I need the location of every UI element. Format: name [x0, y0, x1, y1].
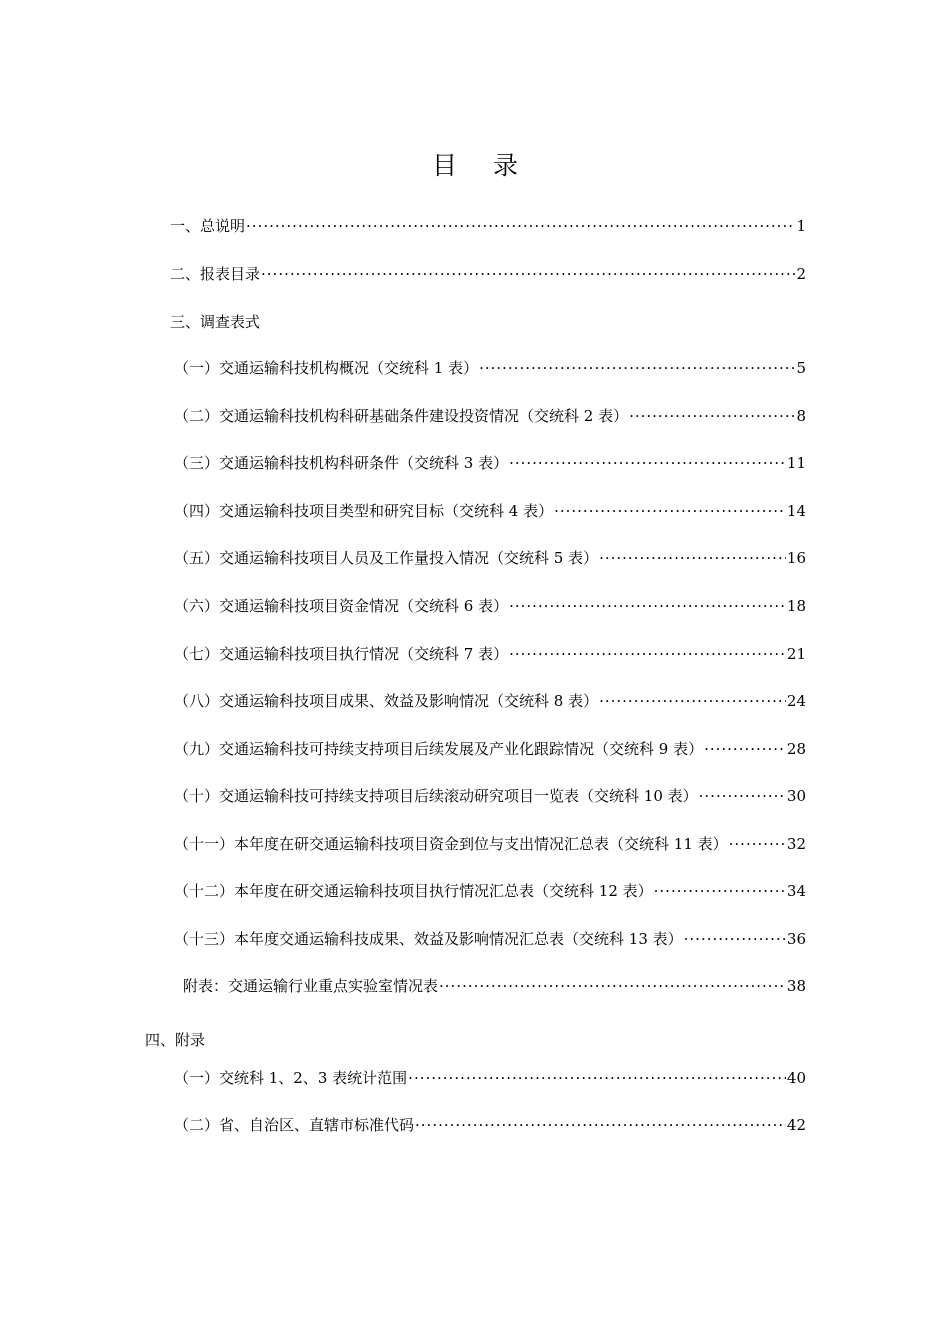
toc-entry-page-number: 2	[796, 265, 806, 283]
toc-entry-page-number: 8	[796, 407, 806, 425]
toc-entry-page-number: 18	[786, 597, 806, 615]
toc-entry-label: （二）交通运输科技机构科研基础条件建设投资情况（交统科 2 表）	[174, 407, 629, 425]
toc-entry-page-number: 36	[786, 930, 806, 948]
toc-entry-page-number: 32	[786, 835, 806, 853]
toc-entry-page-number: 21	[786, 645, 806, 663]
toc-entry-label: （一）交统科 1、2、3 表统计范围	[174, 1069, 408, 1087]
toc-entry-page-number: 5	[796, 359, 806, 377]
toc-entry-form-6[interactable]	[174, 596, 806, 616]
toc-entry-page-number: 34	[786, 882, 806, 900]
toc-entry-label: （六）交通运输科技项目资金情况（交统科 6 表）	[174, 597, 509, 615]
toc-entry-page-number: 16	[786, 549, 806, 567]
toc-entry-form-3[interactable]	[174, 453, 806, 473]
dot-leader	[729, 834, 786, 854]
toc-entry-page-number: 30	[786, 787, 806, 805]
dot-leader	[246, 216, 795, 236]
toc-entry-form-2[interactable]	[174, 406, 806, 426]
dot-leader	[599, 691, 786, 711]
toc-entry-form-4[interactable]	[174, 501, 806, 521]
toc-entry-page-number: 14	[786, 502, 806, 520]
toc-entry-appendix-1[interactable]	[174, 1068, 806, 1088]
dot-leader	[408, 1068, 786, 1088]
toc-entry-form-9[interactable]	[174, 739, 806, 759]
toc-entry-label: 二、报表目录	[170, 265, 261, 283]
toc-entry-form-10[interactable]	[174, 786, 806, 806]
dot-leader	[699, 786, 786, 806]
toc-entry-page-number: 24	[786, 692, 806, 710]
toc-entry-form-12[interactable]	[174, 881, 806, 901]
toc-entry-page-number: 11	[786, 454, 806, 472]
toc-entry-page-number: 28	[786, 740, 806, 758]
toc-entry-label: 附表：交通运输行业重点实验室情况表	[183, 977, 439, 995]
dot-leader	[509, 596, 786, 616]
toc-entry-label: （二）省、自治区、直辖市标准代码	[174, 1116, 415, 1134]
toc-entry-label: （一）交通运输科技机构概况（交统科 1 表）	[174, 359, 479, 377]
dot-leader	[509, 453, 786, 473]
dot-leader	[509, 644, 786, 664]
dot-leader	[599, 548, 786, 568]
dot-leader	[704, 739, 786, 759]
toc-section-heading-survey-forms: 三、调查表式	[170, 313, 261, 331]
toc-entry-page-number: 1	[796, 217, 806, 235]
toc-entry-page-number: 38	[786, 977, 806, 995]
dot-leader	[684, 929, 786, 949]
toc-entry-form-1[interactable]	[174, 358, 806, 378]
toc-entry-label: （十一）本年度在研交通运输科技项目资金到位与支出情况汇总表（交统科 11 表）	[174, 835, 728, 853]
page-title: 目录	[431, 151, 554, 180]
toc-entry-label: （十二）本年度在研交通运输科技项目执行情况汇总表（交统科 12 表）	[174, 882, 653, 900]
toc-entry-form-11[interactable]	[174, 834, 806, 854]
toc-entry-appendix-2[interactable]	[174, 1115, 806, 1135]
toc-entry-general-description[interactable]	[170, 216, 806, 236]
toc-entry-label: （九）交通运输科技可持续支持项目后续发展及产业化跟踪情况（交统科 9 表）	[174, 740, 704, 758]
toc-entry-form-13[interactable]	[174, 929, 806, 949]
toc-entry-page-number: 40	[786, 1069, 806, 1087]
dot-leader	[654, 881, 786, 901]
dot-leader	[629, 406, 795, 426]
toc-entry-label: （三）交通运输科技机构科研条件（交统科 3 表）	[174, 454, 509, 472]
dot-leader	[261, 264, 795, 284]
toc-entry-page-number: 42	[786, 1116, 806, 1134]
toc-entry-appendix-table[interactable]	[183, 976, 806, 996]
toc-entry-report-catalog[interactable]	[170, 264, 806, 284]
toc-entry-form-7[interactable]	[174, 644, 806, 664]
dot-leader	[439, 976, 786, 996]
toc-entry-label: （八）交通运输科技项目成果、效益及影响情况（交统科 8 表）	[174, 692, 599, 710]
toc-entry-label: （十）交通运输科技可持续支持项目后续滚动研究项目一览表（交统科 10 表）	[174, 787, 698, 805]
toc-entry-label: 一、总说明	[170, 217, 246, 235]
toc-entry-label: （四）交通运输科技项目类型和研究目标（交统科 4 表）	[174, 502, 554, 520]
toc-section-heading-appendix: 四、附录	[145, 1031, 206, 1049]
dot-leader	[415, 1115, 786, 1135]
toc-entry-label: （五）交通运输科技项目人员及工作量投入情况（交统科 5 表）	[174, 549, 599, 567]
toc-entry-form-5[interactable]	[174, 548, 806, 568]
toc-entry-label: （七）交通运输科技项目执行情况（交统科 7 表）	[174, 645, 509, 663]
dot-leader	[479, 358, 795, 378]
toc-entry-form-8[interactable]	[174, 691, 806, 711]
dot-leader	[554, 501, 786, 521]
toc-entry-label: （十三）本年度交通运输科技成果、效益及影响情况汇总表（交统科 13 表）	[174, 930, 683, 948]
